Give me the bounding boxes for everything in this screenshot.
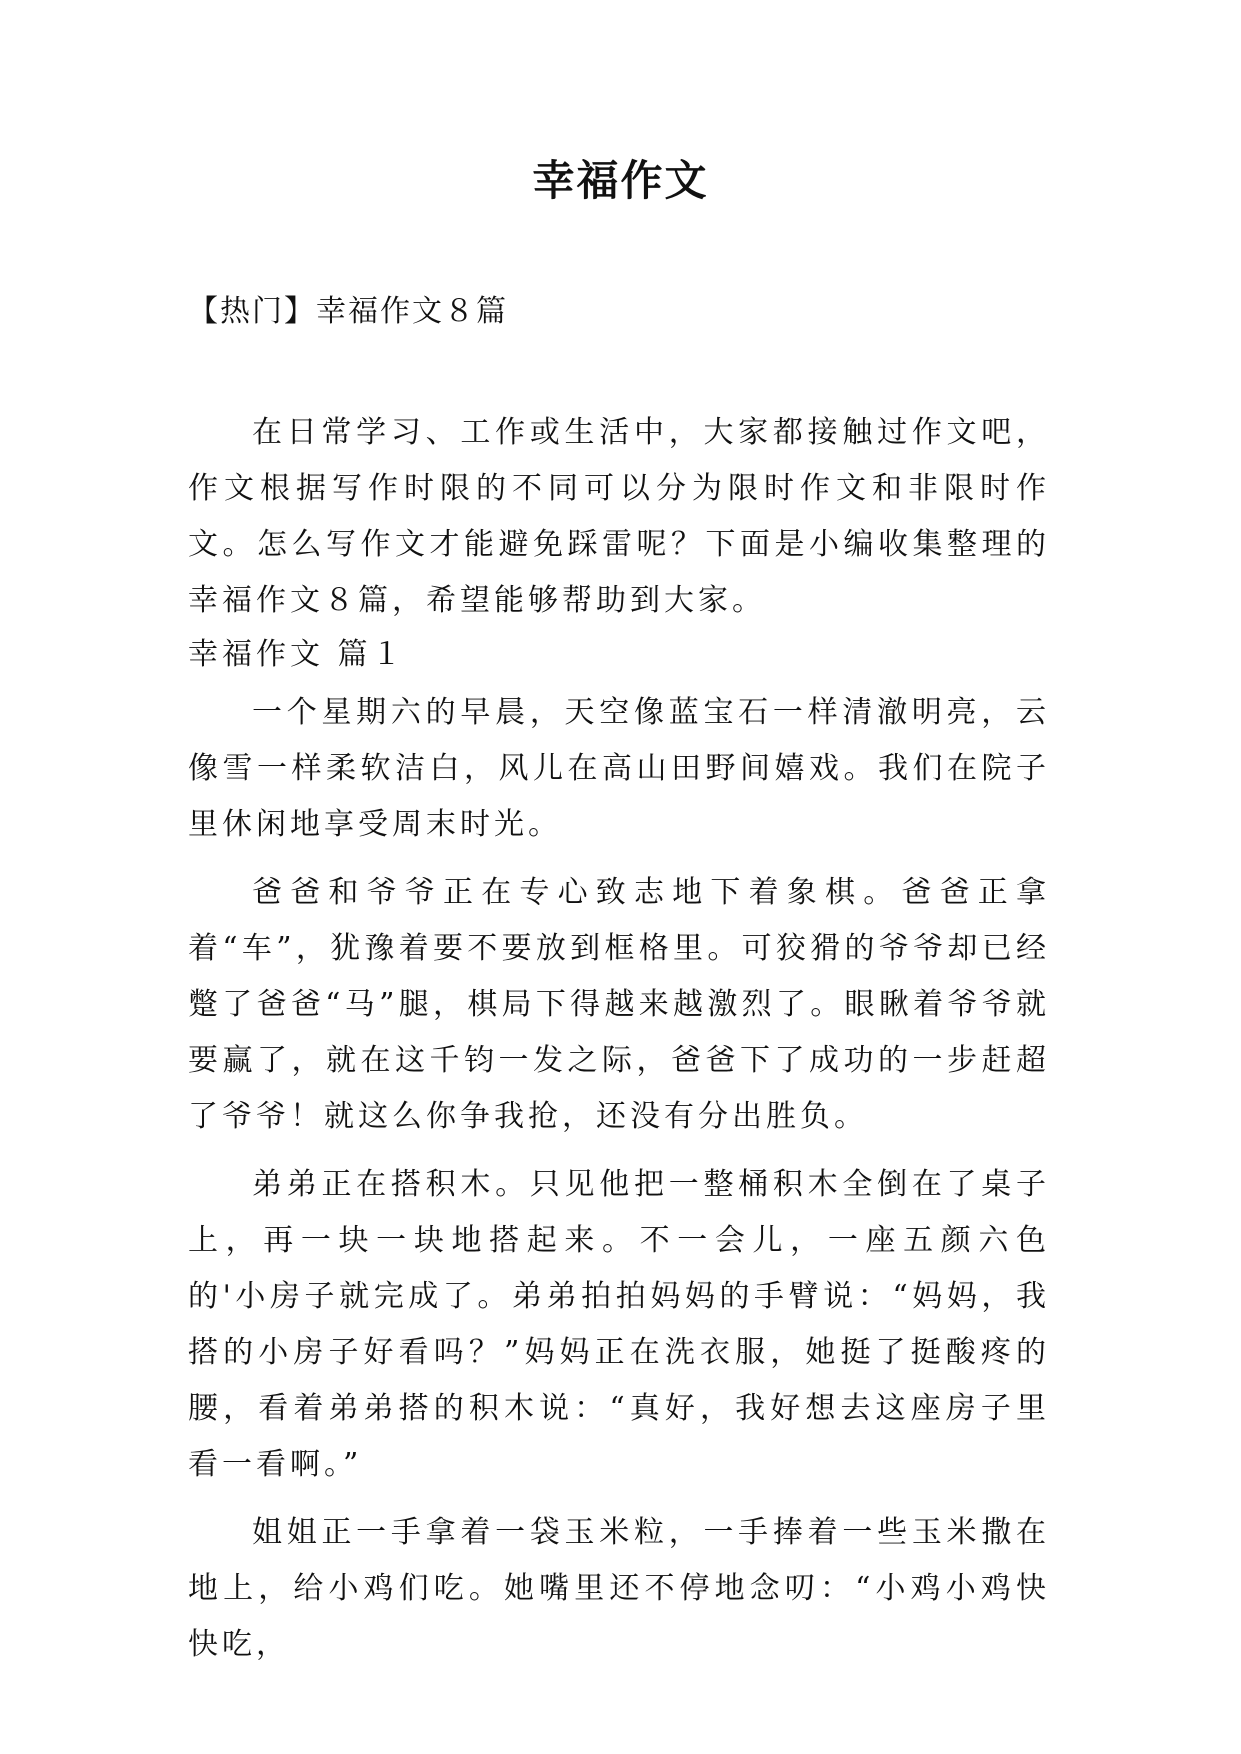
document-body	[188, 405, 1050, 1673]
body-paragraph: 弟弟正在搭积木。只见他把一整桶积木全倒在了桌子上，再一块一块地搭起来。不一会儿，一座五颜六色的'小房子就完成了。弟弟拍拍妈妈的手臂说：“妈妈，我搭的小房子好看吗？”妈妈正在洗衣服，她挺了挺酸疼的腰，看着弟弟搭的积木说：“真好，我好想去这座房子里看一看啊。”	[188, 1167, 1050, 1482]
body-paragraph: 一个星期六的早晨，天空像蓝宝石一样清澈明亮，云像雪一样柔软洁白，风儿在高山田野间嬉戏。我们在院子里休闲地享受周末时光。	[188, 695, 1050, 842]
document-subtitle: 【热门】幸福作文８篇	[188, 294, 508, 329]
section-heading: 幸福作文 篇１	[188, 637, 406, 672]
body-paragraph: 姐姐正一手拿着一袋玉米粒，一手捧着一些玉米撒在地上，给小鸡们吃。她嘴里还不停地念叨：“小鸡小鸡快快吃，	[188, 1515, 1050, 1662]
document-title: 幸福作文	[532, 156, 709, 205]
body-paragraph: 爸爸和爷爷正在专心致志地下着象棋。爸爸正拿着“车”，犹豫着要不要放到框格里。可狡猾的爷爷却已经蹩了爸爸“马”腿，棋局下得越来越激烈了。眼瞅着爷爷就要赢了，就在这千钧一发之际，爸爸下了成功的一步赶超了爷爷！就这么你争我抢，还没有分出胜负。	[188, 875, 1050, 1134]
intro-paragraph: 在日常学习、工作或生活中，大家都接触过作文吧，作文根据写作时限的不同可以分为限时作文和非限时作文。怎么写作文才能避免踩雷呢？下面是小编收集整理的幸福作文８篇，希望能够帮助到大家。	[188, 415, 1050, 618]
